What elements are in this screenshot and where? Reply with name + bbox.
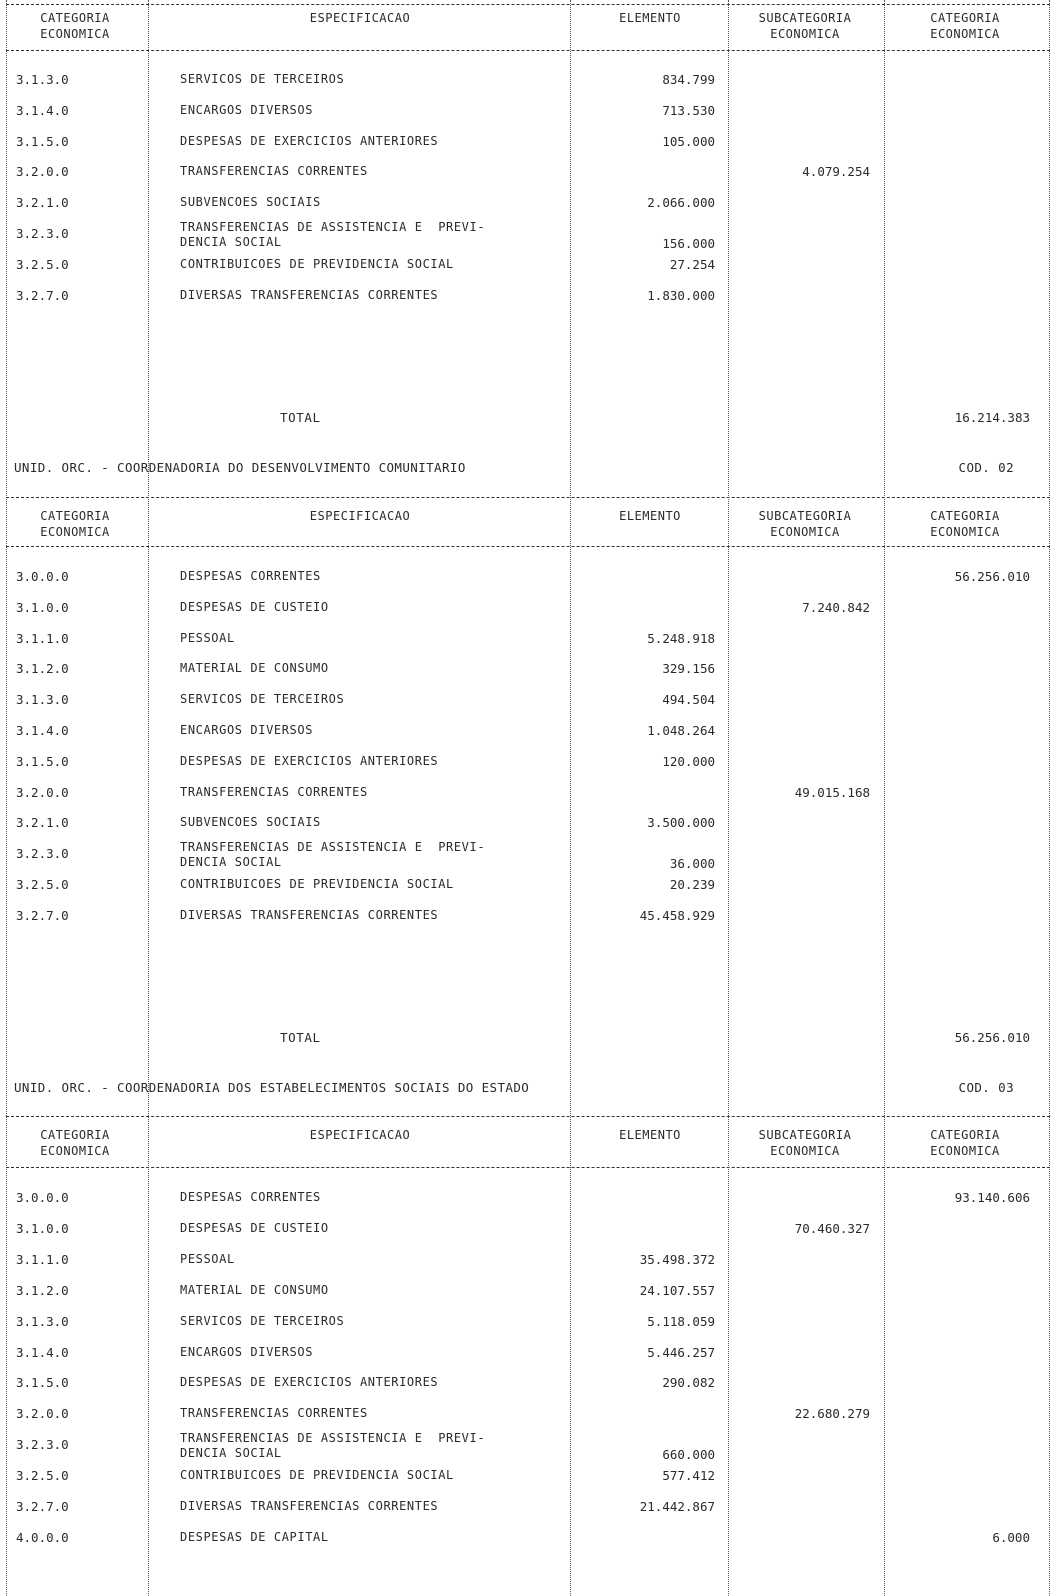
row-code: 3.2.0.0 (16, 164, 69, 180)
row-specification: CONTRIBUICOES DE PREVIDENCIA SOCIAL (180, 877, 454, 891)
header-text: ESPECIFICACAO (309, 11, 411, 25)
header-rule-bottom-3 (6, 1167, 1050, 1168)
row-specification: MATERIAL DE CONSUMO (180, 1282, 329, 1297)
table-row (0, 600, 1060, 630)
row-elemento-value: 834.799 (662, 72, 715, 87)
col-subcategoria-header (735, 508, 875, 540)
row-elemento-value: 494.504 (662, 692, 715, 708)
row-elemento-value: 21.442.867 (639, 1499, 715, 1514)
row-elemento-value: 24.107.557 (639, 1282, 715, 1298)
header-rule-bottom-2 (6, 546, 1050, 547)
row-specification: DESPESAS DE EXERCICIOS ANTERIORES (180, 1375, 439, 1390)
row-elemento-value: 290.082 (662, 1375, 715, 1391)
row-specification: TRANSFERENCIAS DE ASSISTENCIA E PREVI- DENCIA SOCIAL (180, 840, 486, 870)
col-elemento-header (580, 508, 720, 524)
header-text: SUBCATEGORIA (758, 1128, 852, 1142)
unit-code: COD. 02 (958, 460, 1014, 475)
row-code: 3.1.2.0 (16, 1282, 69, 1298)
unit-header-3 (14, 1080, 1044, 1095)
table-row (0, 569, 1060, 599)
row-code: 3.1.1.0 (16, 630, 69, 646)
table-row (0, 785, 1060, 815)
row-specification: TRANSFERENCIAS CORRENTES (180, 784, 368, 799)
row-specification: SERVICOS DE TERCEIROS (180, 72, 345, 86)
row-code: 3.2.0.0 (16, 1406, 69, 1422)
row-specification: CONTRIBUICOES DE PREVIDENCIA SOCIAL (180, 256, 454, 271)
row-elemento-value: 36.000 (669, 856, 715, 872)
row-code: 3.1.3.0 (16, 72, 69, 87)
header-text: ELEMENTO (619, 11, 681, 25)
table-row (0, 1499, 1060, 1529)
row-code: 3.1.2.0 (16, 661, 69, 677)
table-row (0, 908, 1060, 938)
row-specification: SUBVENCOES SOCIAIS (180, 195, 321, 210)
header-text: CATEGORIA (40, 1128, 110, 1142)
row-code: 3.2.3.0 (16, 226, 69, 241)
row-elemento-value: 5.248.918 (647, 630, 715, 646)
table-row (0, 1190, 1060, 1220)
row-specification: ENCARGOS DIVERSOS (180, 723, 314, 737)
table-row (0, 877, 1060, 907)
table-row (0, 257, 1060, 287)
table-row (0, 840, 1060, 876)
row-specification: TRANSFERENCIAS DE ASSISTENCIA E PREVI- DENCIA SOCIAL (180, 1431, 486, 1461)
row-code: 3.0.0.0 (16, 1190, 69, 1205)
row-elemento-value: 713.530 (662, 102, 715, 118)
table-row (0, 692, 1060, 722)
header-text: ECONOMICA (930, 525, 1000, 539)
total-value-1: 16.214.383 (954, 410, 1030, 425)
row-code: 3.0.0.0 (16, 569, 69, 584)
row-elemento-value: 329.156 (662, 661, 715, 677)
row-subcategoria-value: 7.240.842 (802, 599, 870, 615)
row-categoria-value: 93.140.606 (954, 1190, 1030, 1205)
row-elemento-value: 577.412 (662, 1468, 715, 1484)
row-code: 3.1.0.0 (16, 1220, 69, 1236)
header-text: ELEMENTO (619, 509, 681, 523)
header-text: ECONOMICA (40, 27, 110, 41)
header-rule-top-3 (6, 1116, 1050, 1117)
header-text: ESPECIFICACAO (309, 509, 411, 523)
row-categoria-value: 56.256.010 (954, 569, 1030, 584)
row-code: 3.2.5.0 (16, 877, 69, 892)
col-subcategoria-header (735, 10, 875, 42)
col-subcategoria-header (735, 1127, 875, 1159)
table-row (0, 288, 1060, 318)
header-text: ECONOMICA (40, 1144, 110, 1158)
unit-code: COD. 03 (958, 1080, 1014, 1095)
row-specification: SUBVENCOES SOCIAIS (180, 815, 321, 830)
table-row (0, 631, 1060, 661)
row-code: 3.2.0.0 (16, 784, 69, 800)
header-text: CATEGORIA (930, 11, 1000, 25)
row-specification: TRANSFERENCIAS DE ASSISTENCIA E PREVI- DENCIA SOCIAL (180, 220, 486, 249)
row-elemento-value: 35.498.372 (639, 1251, 715, 1267)
row-code: 3.1.1.0 (16, 1251, 69, 1267)
header-text: ELEMENTO (619, 1128, 681, 1142)
row-specification: DIVERSAS TRANSFERENCIAS CORRENTES (180, 1499, 439, 1513)
col-especificacao-header (160, 508, 560, 524)
header-text: ECONOMICA (770, 525, 840, 539)
row-specification: DESPESAS DE CUSTEIO (180, 1220, 329, 1235)
header-rule-top-1 (6, 4, 1050, 5)
table-row (0, 103, 1060, 133)
col-categoria-header (20, 508, 130, 540)
col-separator (148, 0, 149, 1596)
table-row (0, 1314, 1060, 1344)
row-code: 3.2.5.0 (16, 256, 69, 272)
row-specification: DESPESAS CORRENTES (180, 1190, 321, 1204)
row-specification: CONTRIBUICOES DE PREVIDENCIA SOCIAL (180, 1468, 454, 1483)
row-code: 3.1.5.0 (16, 133, 69, 149)
row-code: 3.1.5.0 (16, 753, 69, 769)
row-code: 3.1.4.0 (16, 1344, 69, 1360)
table-row (0, 1530, 1060, 1560)
row-code: 3.1.0.0 (16, 599, 69, 615)
row-code: 3.2.1.0 (16, 815, 69, 831)
row-code: 3.1.5.0 (16, 1375, 69, 1391)
header-text: CATEGORIA (40, 509, 110, 523)
col-elemento-header (580, 10, 720, 26)
col-separator (884, 0, 885, 1596)
col-cat-header (895, 10, 1035, 42)
header-text: ECONOMICA (930, 1144, 1000, 1158)
table-header-1 (0, 10, 1060, 54)
col-separator (570, 0, 571, 1596)
row-specification: DESPESAS DE EXERCICIOS ANTERIORES (180, 133, 439, 148)
table-row (0, 220, 1060, 256)
table-row (0, 1252, 1060, 1282)
row-elemento-value: 2.066.000 (647, 195, 715, 211)
row-subcategoria-value: 49.015.168 (794, 784, 870, 800)
header-text: CATEGORIA (40, 11, 110, 25)
row-code: 3.2.7.0 (16, 287, 69, 303)
unit-header-2 (14, 460, 1044, 475)
row-specification: DESPESAS DE CAPITAL (180, 1529, 329, 1544)
row-code: 3.2.5.0 (16, 1468, 69, 1484)
header-text: ECONOMICA (930, 27, 1000, 41)
total-value-2: 56.256.010 (954, 1030, 1030, 1045)
table-row (0, 1345, 1060, 1375)
table-row (0, 754, 1060, 784)
row-code: 3.2.1.0 (16, 195, 69, 211)
row-elemento-value: 1.048.264 (647, 723, 715, 738)
table-header-3 (0, 1127, 1060, 1171)
row-specification: PESSOAL (180, 630, 235, 645)
col-categoria-header (20, 1127, 130, 1159)
table-row (0, 1375, 1060, 1405)
row-elemento-value: 27.254 (669, 256, 715, 272)
row-subcategoria-value: 70.460.327 (794, 1220, 870, 1236)
row-specification: TRANSFERENCIAS CORRENTES (180, 164, 368, 179)
col-separator (728, 0, 729, 1596)
row-elemento-value: 1.830.000 (647, 287, 715, 303)
header-text: ESPECIFICACAO (309, 1128, 411, 1142)
row-specification: DESPESAS CORRENTES (180, 569, 321, 583)
unit-title: UNID. ORC. - COORDENADORIA DOS ESTABELECIMENTOS SOCIAIS DO ESTADO (14, 1080, 530, 1095)
row-elemento-value: 105.000 (662, 133, 715, 149)
row-specification: SERVICOS DE TERCEIROS (180, 692, 345, 707)
row-code: 3.2.3.0 (16, 846, 69, 862)
row-elemento-value: 156.000 (662, 236, 715, 251)
header-rule-top-2 (6, 497, 1050, 498)
row-elemento-value: 45.458.929 (639, 907, 715, 923)
row-specification: MATERIAL DE CONSUMO (180, 661, 329, 676)
row-subcategoria-value: 4.079.254 (802, 164, 870, 180)
row-specification: DIVERSAS TRANSFERENCIAS CORRENTES (180, 287, 439, 302)
table-row (0, 1283, 1060, 1313)
table-row (0, 661, 1060, 691)
row-elemento-value: 20.239 (669, 877, 715, 892)
row-code: 3.1.3.0 (16, 1313, 69, 1329)
total-label-2: TOTAL (280, 1030, 321, 1045)
col-elemento-header (580, 1127, 720, 1143)
row-code: 3.1.3.0 (16, 692, 69, 708)
header-text: CATEGORIA (930, 1128, 1000, 1142)
col-categoria-header (20, 10, 130, 42)
row-elemento-value: 120.000 (662, 753, 715, 769)
row-specification: PESSOAL (180, 1251, 235, 1266)
col-especificacao-header (160, 1127, 560, 1143)
row-specification: DESPESAS DE CUSTEIO (180, 599, 329, 614)
col-cat-header (895, 508, 1035, 540)
row-specification: DESPESAS DE EXERCICIOS ANTERIORES (180, 753, 439, 768)
total-label-1: TOTAL (280, 410, 321, 425)
row-elemento-value: 3.500.000 (647, 815, 715, 831)
row-code: 3.2.7.0 (16, 1499, 69, 1514)
table-row (0, 1468, 1060, 1498)
row-specification: ENCARGOS DIVERSOS (180, 1344, 314, 1359)
row-elemento-value: 5.118.059 (647, 1313, 715, 1329)
header-text: SUBCATEGORIA (758, 11, 852, 25)
table-row (0, 134, 1060, 164)
row-code: 3.1.4.0 (16, 102, 69, 118)
row-code: 3.1.4.0 (16, 723, 69, 738)
header-text: SUBCATEGORIA (758, 509, 852, 523)
table-row (0, 723, 1060, 753)
unit-title: UNID. ORC. - COORDENADORIA DO DESENVOLVIMENTO COMUNITARIO (14, 460, 466, 475)
header-text: ECONOMICA (40, 525, 110, 539)
col-cat-header (895, 1127, 1035, 1159)
row-specification: ENCARGOS DIVERSOS (180, 102, 314, 117)
row-subcategoria-value: 22.680.279 (794, 1406, 870, 1422)
header-text: ECONOMICA (770, 1144, 840, 1158)
row-specification: TRANSFERENCIAS CORRENTES (180, 1406, 368, 1421)
table-row (0, 164, 1060, 194)
row-elemento-value: 660.000 (662, 1447, 715, 1463)
row-code: 4.0.0.0 (16, 1529, 69, 1545)
row-elemento-value: 5.446.257 (647, 1344, 715, 1360)
row-categoria-value: 6.000 (992, 1529, 1030, 1545)
row-code: 3.2.7.0 (16, 907, 69, 923)
col-especificacao-header (160, 10, 560, 26)
row-specification: DIVERSAS TRANSFERENCIAS CORRENTES (180, 907, 439, 922)
header-text: CATEGORIA (930, 509, 1000, 523)
table-row (0, 72, 1060, 102)
header-rule-bottom-1 (6, 50, 1050, 51)
row-code: 3.2.3.0 (16, 1437, 69, 1453)
table-row (0, 1221, 1060, 1251)
table-row (0, 1431, 1060, 1467)
header-text: ECONOMICA (770, 27, 840, 41)
row-specification: SERVICOS DE TERCEIROS (180, 1313, 345, 1328)
